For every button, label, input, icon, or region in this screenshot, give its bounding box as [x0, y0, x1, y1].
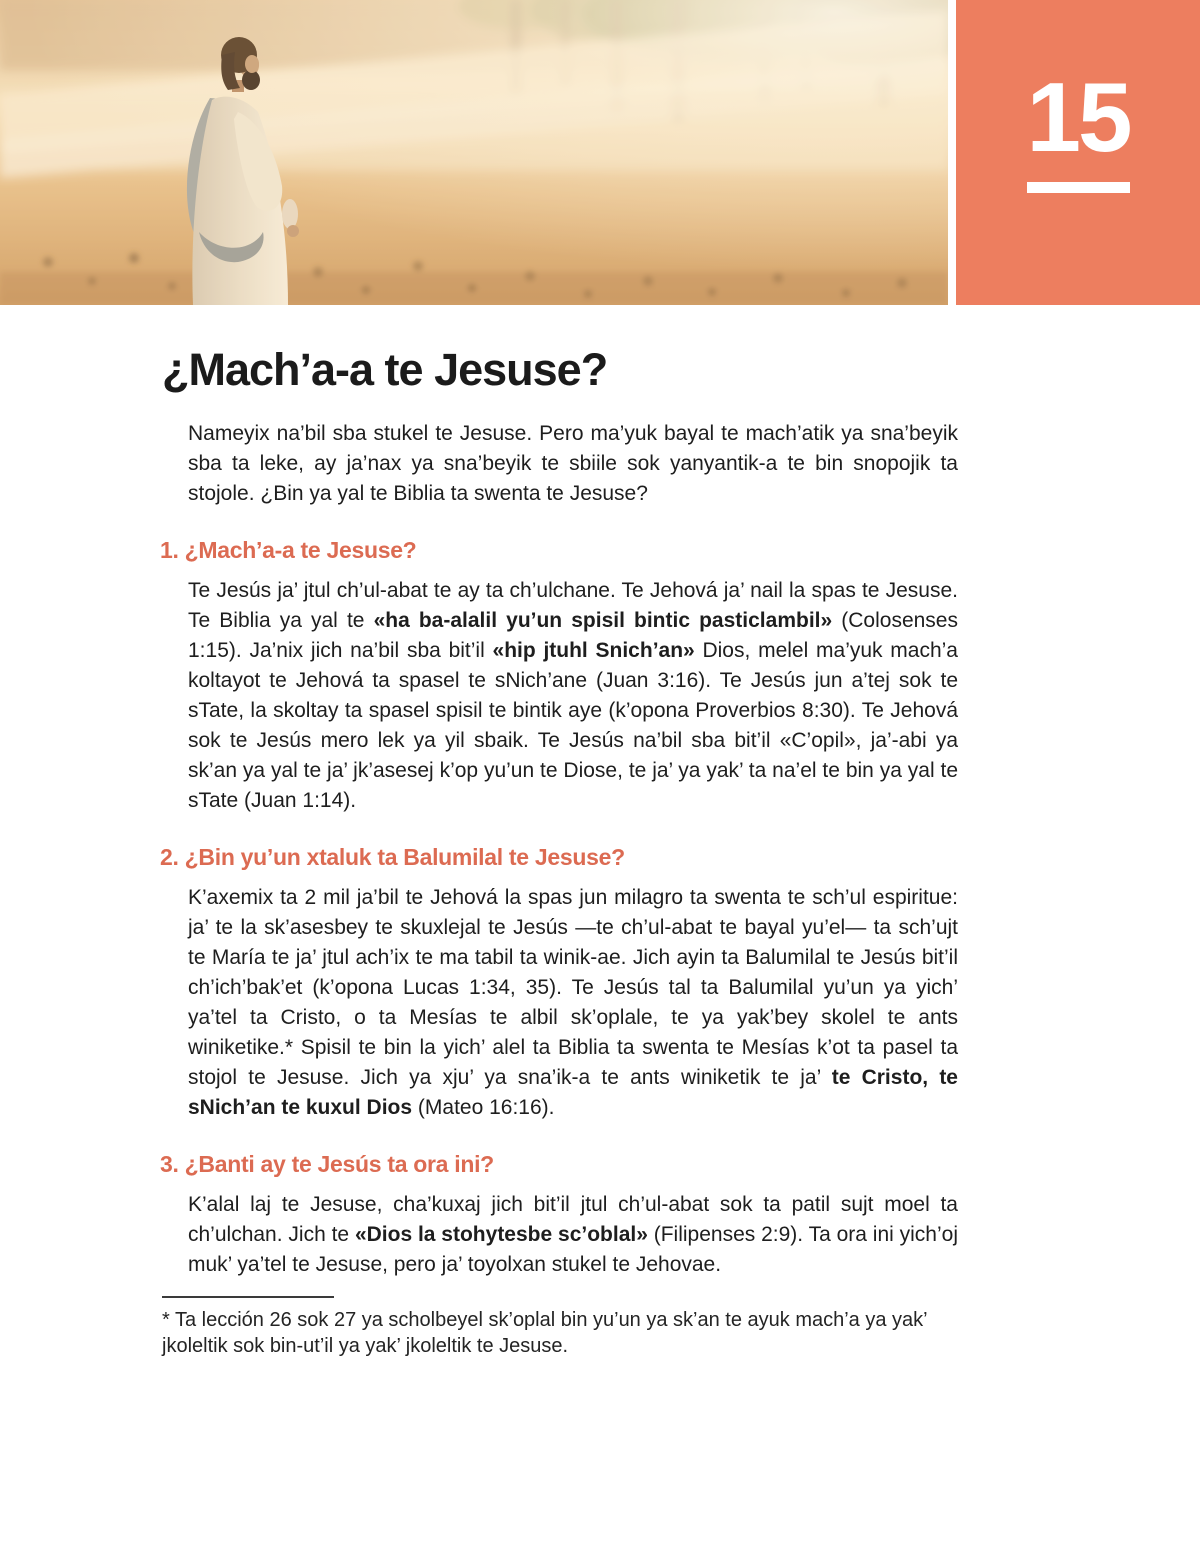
section-3 [160, 1151, 960, 1280]
hero-photo-jesus-walking-field [0, 0, 948, 305]
lesson-content [0, 305, 1200, 1359]
header-gap [948, 0, 956, 305]
section-2 [160, 844, 960, 1123]
section-1-heading: 1. ¿Mach’a-a te Jesuse? [160, 536, 417, 563]
section-2-paragraph: K’axemix ta 2 mil ja’bil te Jehová la spas jun milagro ta swenta te sch’ul espiritue: ja’ te la sk’asesbey te skuxlejal te Jesús —te ch’ul-abat te bayal yu’el— ta sch’ujt te María te ja’ jtul ach’ix te ma tabil ta winik-ae. Jich ayin ta Balumilal te Jesús bit’il ch’ich’bak’et (k’opona Lucas 1:34, 35). Te Jesús tal ta Balumilal yu’un ya yich’ ya’tel ta Cristo, o ta Mesías te albil sk’oplale, te ya yak’bey skolel te ants winiketike.* Spisil te bin la yich’ alel ta Biblia ta swenta te Mesías k’ot ta pasel ta stojol te Jesuse. Jich ya xju’ ya sna’ik-a te ants winiketik te ja’ te Cristo, te sNich’an te kuxul Dios (Mateo 16:16). [188, 885, 958, 1119]
lesson-title: ¿Mach’a-a te Jesuse? [162, 344, 608, 395]
lesson-number-underline [1027, 182, 1130, 193]
footnote-text: * Ta lección 26 sok 27 ya scholbeyel sk’oplal bin yu’un ya sk’an te ayuk mach’a ya yak’ jkoleltik sok bin-ut’il ya yak’ jkoleltik te Jesuse. [162, 1308, 927, 1357]
section-1-paragraph: Te Jesús ja’ jtul ch’ul-abat te ay ta ch’ulchane. Te Jehová ja’ nail la spas te Jesuse. Te Biblia ya yal te «ha ba-alalil yu’un spisil bintic pasticlambil» (Colosenses 1:15). Ja’nix jich na’bil sba bit’il «hip jtuhl Snich’an» Dios, melel ma’yuk mach’a koltayot te Jehová ta spasel te sNich’ane (Juan 3:16). Te Jesús jun a’tej sok te sTate, la skoltay ta spasel spisil te bintik aye (k’opona Proverbios 8:30). Te Jehová sok te Jesús mero lek ya yil sbaik. Te Jesús na’bil sba bit’il «C’opil», ja’-abi ya sk’an ya yal te ja’ jk’asesej k’op yu’un te Diose, te ja’ ya yak’ ta na’el te bin ya yal te sTate (Juan 1:14). [188, 578, 958, 812]
footnote-area [160, 1296, 960, 1359]
section-1 [160, 537, 960, 816]
hero-illustration [0, 0, 948, 305]
footnote-divider [162, 1296, 334, 1298]
lesson-number: 15 [1026, 62, 1130, 172]
warm-overlay [0, 0, 948, 305]
section-3-heading: 3. ¿Banti ay te Jesús ta ora ini? [160, 1150, 494, 1177]
page-header [0, 0, 1200, 305]
intro-paragraph: Nameyix na’bil sba stukel te Jesuse. Pero ma’yuk bayal te mach’atik ya sna’beyik sba ta leke, ay ja’nax ya sna’beyik te sbiile sok yanyantik-a te bin snopojik ta stojole. ¿Bin ya yal te Biblia ta swenta te Jesuse? [188, 421, 958, 505]
section-3-paragraph: K’alal laj te Jesuse, cha’kuxaj jich bit’il jtul ch’ul-abat sok ta patil sujt moel ta ch’ulchan. Jich te «Dios la stohytesbe sc’oblal» (Filipenses 2:9). Ta ora ini yich’oj muk’ ya’tel te Jesuse, pero ja’ toyolxan stukel te Jehovae. [188, 1192, 958, 1276]
lesson-number-badge [956, 0, 1200, 305]
section-2-heading: 2. ¿Bin yu’un xtaluk ta Balumilal te Jesuse? [160, 843, 625, 870]
